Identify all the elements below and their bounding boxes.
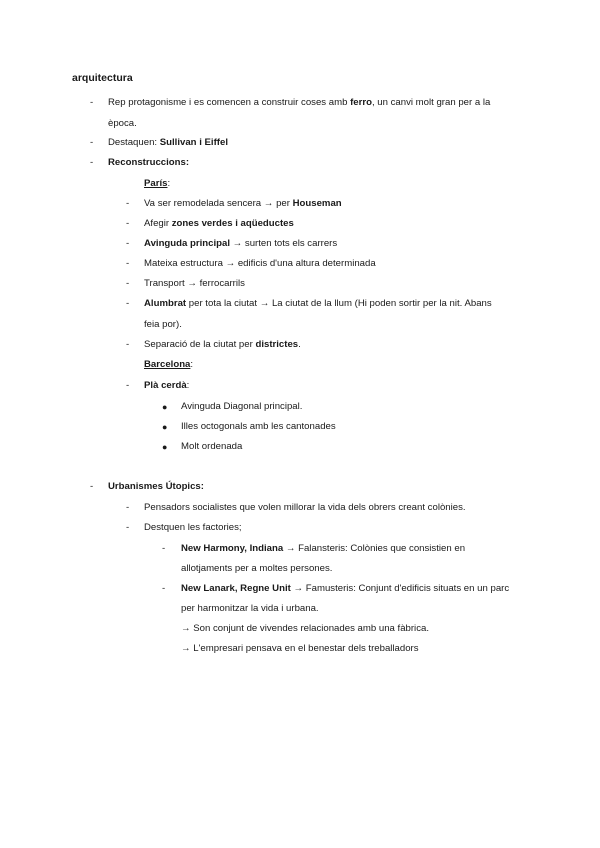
list-item-pla-cerda bbox=[144, 380, 189, 392]
list-item-estructura: Mateixa estructura → edificis d'una altura determinada bbox=[144, 258, 376, 269]
text: Va ser remodelada sencera → per bbox=[144, 198, 293, 209]
list-item-destaquen bbox=[108, 137, 228, 149]
list-dash: - bbox=[126, 278, 130, 289]
list-dash: - bbox=[162, 583, 166, 594]
bold-text: Sullivan i Eiffel bbox=[159, 137, 228, 148]
bold-text: Alumbrat bbox=[144, 298, 187, 309]
list-dash: - bbox=[126, 238, 130, 249]
underlined-heading: París bbox=[144, 178, 168, 189]
list-dash: - bbox=[126, 380, 130, 391]
list-item-transport: Transport → ferrocarrils bbox=[144, 278, 245, 289]
list-dash: - bbox=[90, 97, 94, 108]
heading-paris bbox=[144, 178, 170, 190]
bold-text: Reconstruccions: bbox=[108, 157, 190, 168]
list-dash: - bbox=[90, 157, 94, 168]
list-dash: - bbox=[90, 137, 94, 148]
list-dash: - bbox=[126, 198, 130, 209]
list-item-factories: Destquen les factories; bbox=[144, 522, 242, 533]
list-item-ferro-cont: època. bbox=[108, 118, 137, 129]
list-item-alumbrat bbox=[144, 298, 492, 310]
text: → surten tots els carrers bbox=[230, 238, 338, 249]
bullet-item: Avinguda Diagonal principal. bbox=[181, 401, 303, 412]
list-item-urbanismes bbox=[108, 481, 204, 493]
text: → Famusteris: Conjunt d'edificis situats en un parc bbox=[290, 583, 510, 594]
list-item-alumbrat-cont: feia por). bbox=[144, 319, 182, 330]
bullet-icon: ● bbox=[162, 442, 168, 452]
list-item-new-lanark-arrow1: → Son conjunt de vivendes relacionades amb una fàbrica. bbox=[181, 623, 429, 634]
bold-text: zones verdes i aqüeductes bbox=[171, 218, 294, 229]
text: : bbox=[186, 380, 190, 391]
list-dash: - bbox=[126, 258, 130, 269]
list-dash: - bbox=[126, 218, 130, 229]
list-dash: - bbox=[126, 522, 130, 533]
list-dash: - bbox=[126, 339, 130, 350]
bold-text: districtes bbox=[255, 339, 299, 350]
list-item-avinguda bbox=[144, 238, 337, 250]
text: Afegir bbox=[144, 218, 172, 229]
text: Rep protagonisme i es comencen a construir coses amb bbox=[108, 97, 351, 108]
list-item-ferro bbox=[108, 97, 490, 109]
text: : bbox=[190, 359, 194, 370]
bullet-icon: ● bbox=[162, 422, 168, 432]
list-item-new-lanark-cont: per harmonitzar la vida i urbana. bbox=[181, 603, 319, 614]
text: : bbox=[167, 178, 171, 189]
list-item-districtes bbox=[144, 339, 301, 351]
list-item-new-lanark bbox=[181, 583, 509, 595]
list-item-pensadors: Pensadors socialistes que volen millorar la vida dels obrers creant colònies. bbox=[144, 502, 466, 513]
list-dash: - bbox=[126, 502, 130, 513]
bold-text: Plà cerdà bbox=[144, 380, 187, 391]
text: Separació de la ciutat per bbox=[144, 339, 256, 350]
text: . bbox=[298, 339, 301, 350]
bullet-item: Molt ordenada bbox=[181, 441, 243, 452]
document-title: arquitectura bbox=[72, 72, 133, 84]
list-dash: - bbox=[162, 543, 166, 554]
bold-text: New Lanark, Regne Unit bbox=[181, 583, 291, 594]
text: per tota la ciutat → La ciutat de la llum (Hi poden sortir per la nit. Abans bbox=[186, 298, 492, 309]
underlined-heading: Barcelona bbox=[144, 359, 191, 370]
list-item-houseman bbox=[144, 198, 342, 210]
list-dash: - bbox=[90, 481, 94, 492]
bold-text: Houseman bbox=[292, 198, 342, 209]
text: Destaquen: bbox=[108, 137, 160, 148]
bold-text: Avinguda principal bbox=[144, 238, 230, 249]
list-item-zones-verdes bbox=[144, 218, 294, 230]
list-item-reconstruccions bbox=[108, 157, 189, 169]
text: , un canvi molt gran per a la bbox=[371, 97, 491, 108]
list-item-new-harmony-cont: allotjaments per a moltes persones. bbox=[181, 563, 333, 574]
bold-text: Urbanismes Útopics: bbox=[108, 481, 204, 492]
bullet-item: Illes octogonals amb les cantonades bbox=[181, 421, 336, 432]
list-item-new-harmony bbox=[181, 543, 465, 555]
bold-text: New Harmony, Indiana bbox=[181, 543, 284, 554]
bold-text: ferro bbox=[350, 97, 372, 108]
list-dash: - bbox=[126, 298, 130, 309]
bullet-icon: ● bbox=[162, 402, 168, 412]
list-item-new-lanark-arrow2: → L'empresari pensava en el benestar dels treballadors bbox=[181, 643, 419, 654]
text: → Falansteris: Colònies que consistien en bbox=[283, 543, 466, 554]
heading-barcelona bbox=[144, 359, 193, 371]
